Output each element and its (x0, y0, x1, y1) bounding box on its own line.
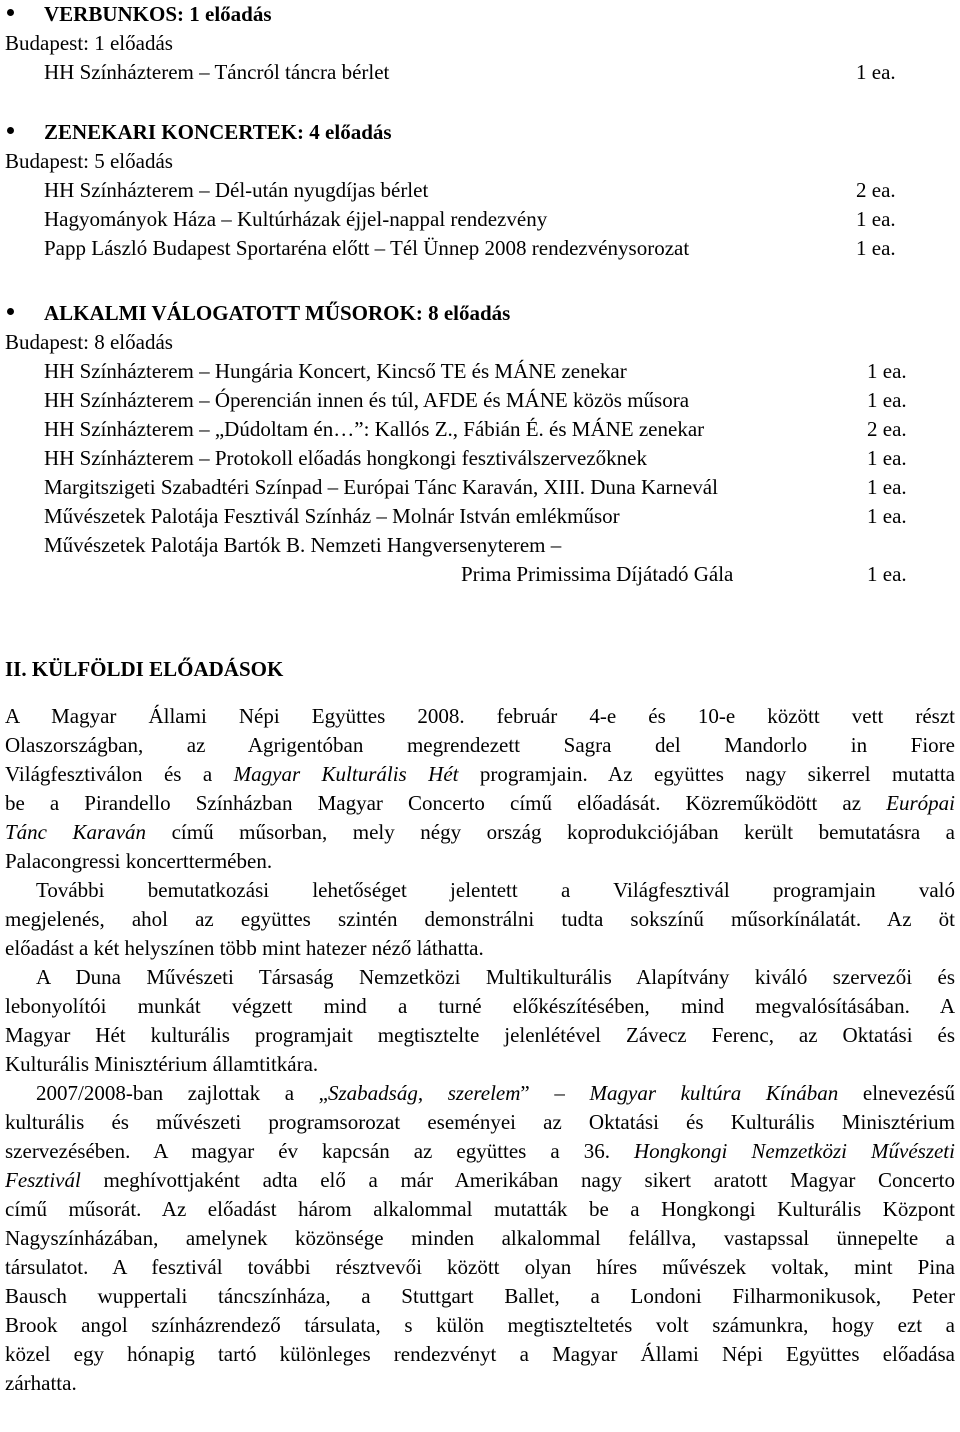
performance-item: HH Színházterem – Hungária Koncert, Kincső TE és MÁNE zenekar (44, 359, 627, 383)
performance-item: HH Színházterem – Óperencián innen és túl, AFDE és MÁNE közös műsora (44, 388, 690, 412)
section-subheading: Budapest: 8 előadás (5, 330, 173, 354)
section-heading-alkalmi: ALKALMI VÁLOGATOTT MŰSOROK: 8 előadás (44, 301, 511, 325)
performance-item: Művészetek Palotája Fesztivál Színház – Molnár István emlékműsor (44, 504, 620, 528)
paragraph-line: További bemutatkozási lehetőséget jelentett a Világfesztivál programjain való (36, 878, 955, 902)
paragraph-line: előadást a két helyszínen több mint hatezer néző láthatta. (5, 936, 484, 960)
performance-count: 1 ea. (867, 446, 907, 470)
performance-item: HH Színházterem – „Dúdoltam én…”: Kallós Z., Fábián É. és MÁNE zenekar (44, 417, 705, 441)
paragraph-line: Világfesztiválon és a Magyar Kulturális Hét programjain. Az együttes nagy sikerrel mutatta (5, 762, 955, 786)
performance-item: Prima Primissima Díjátadó Gála (461, 562, 734, 586)
paragraph-line: Olaszországban, az Agrigentóban megrendezett Sagra del Mandorlo in Fiore (5, 733, 955, 757)
paragraph-line: társulatot. A fesztivál további résztvevői között olyan híres művészek voltak, mint Pina (5, 1255, 955, 1279)
bullet-icon (7, 127, 14, 134)
performance-item: Hagyományok Háza – Kultúrházak éjjel-nappal rendezvény (44, 207, 548, 231)
paragraph-line: 2007/2008-ban zajlottak a „Szabadság, szerelem” – Magyar kultúra Kínában elnevezésű (36, 1081, 955, 1105)
performance-count: 1 ea. (867, 388, 907, 412)
paragraph-line: kulturális és művészeti programsorozat eseményei az Oktatási és Kulturális Minisztérium (5, 1110, 955, 1134)
paragraph-line: Magyar Hét kulturális programjait megtisztelte jelenlétével Závecz Ferenc, az Oktatási és (5, 1023, 955, 1047)
paragraph-line: közel egy hónapig tartó különleges rendezvényt a Magyar Állami Népi Együttes előadása (5, 1342, 955, 1366)
paragraph-line: A Magyar Állami Népi Együttes 2008. február 4-e és 10-e között vett részt (5, 704, 955, 728)
paragraph-line: szervezésében. A magyar év kapcsán az együttes a 36. Hongkongi Nemzetközi Művészeti (5, 1139, 955, 1163)
section-heading-zenekari: ZENEKARI KONCERTEK: 4 előadás (44, 120, 392, 144)
performance-count: 1 ea. (867, 504, 907, 528)
bullet-icon (7, 308, 14, 315)
performance-item: Papp László Budapest Sportaréna előtt – Tél Ünnep 2008 rendezvénysorozat (44, 236, 690, 260)
performance-item: Margitszigeti Szabadtéri Színpad – Európai Tánc Karaván, XIII. Duna Karnevál (44, 475, 718, 499)
performance-count: 1 ea. (867, 359, 907, 383)
paragraph-line: Palacongressi koncerttermében. (5, 849, 273, 873)
chapter-title: II. KÜLFÖLDI ELŐADÁSOK (5, 657, 284, 681)
paragraph-line: megjelenés, ahol az együttes szintén demonstrálni tudta sokszínű műsorkínálatát. Az öt (5, 907, 955, 931)
performance-count: 1 ea. (856, 236, 896, 260)
performance-item: HH Színházterem – Protokoll előadás hongkongi fesztiválszervezőknek (44, 446, 647, 470)
paragraph-line: Tánc Karaván című műsorban, mely négy ország koprodukciójában került bemutatásra a (5, 820, 955, 844)
performance-count: 2 ea. (867, 417, 907, 441)
paragraph-line: A Duna Művészeti Társaság Nemzetközi Multikulturális Alapítvány kiváló szervezői és (36, 965, 955, 989)
section-subheading: Budapest: 5 előadás (5, 149, 173, 173)
performance-count: 1 ea. (867, 562, 907, 586)
performance-count: 1 ea. (856, 207, 896, 231)
paragraph-line: című műsorát. Az előadást három alkalommal mutatták be a Hongkongi Kulturális Központ (5, 1197, 955, 1221)
section-heading-verbunkos: VERBUNKOS: 1 előadás (44, 2, 272, 26)
paragraph-line: Brook angol színházrendező társulata, s külön megtiszteltetés volt számunkra, hogy ezt a (5, 1313, 955, 1337)
paragraph-line: Fesztivál meghívottjaként adta elő a már Amerikában nagy sikert aratott Magyar Concerto (5, 1168, 955, 1192)
paragraph-line: Kulturális Minisztérium államtitkára. (5, 1052, 319, 1076)
performance-item: Művészetek Palotája Bartók B. Nemzeti Hangversenyterem – (44, 533, 562, 557)
performance-count: 1 ea. (856, 60, 896, 84)
paragraph-line: lebonyolítói munkát végzett mind a turné előkészítésében, mind megvalósításában. A (5, 994, 955, 1018)
section-subheading: Budapest: 1 előadás (5, 31, 173, 55)
paragraph-line: zárhatta. (5, 1371, 77, 1395)
performance-count: 2 ea. (856, 178, 896, 202)
paragraph-line: be a Pirandello Színházban Magyar Concerto című előadását. Közreműködött az Európai (5, 791, 955, 815)
paragraph-line: Bausch wuppertali táncszínháza, a Stuttgart Ballet, a Londoni Filharmonikusok, Peter (5, 1284, 955, 1308)
performance-item: HH Színházterem – Dél-után nyugdíjas bérlet (44, 178, 429, 202)
performance-count: 1 ea. (867, 475, 907, 499)
paragraph-line: Nagyszínházában, amelynek közönsége minden alkalommal felállva, vastapssal ünnepelte a (5, 1226, 955, 1250)
performance-item: HH Színházterem – Táncról táncra bérlet (44, 60, 390, 84)
bullet-icon (7, 9, 14, 16)
